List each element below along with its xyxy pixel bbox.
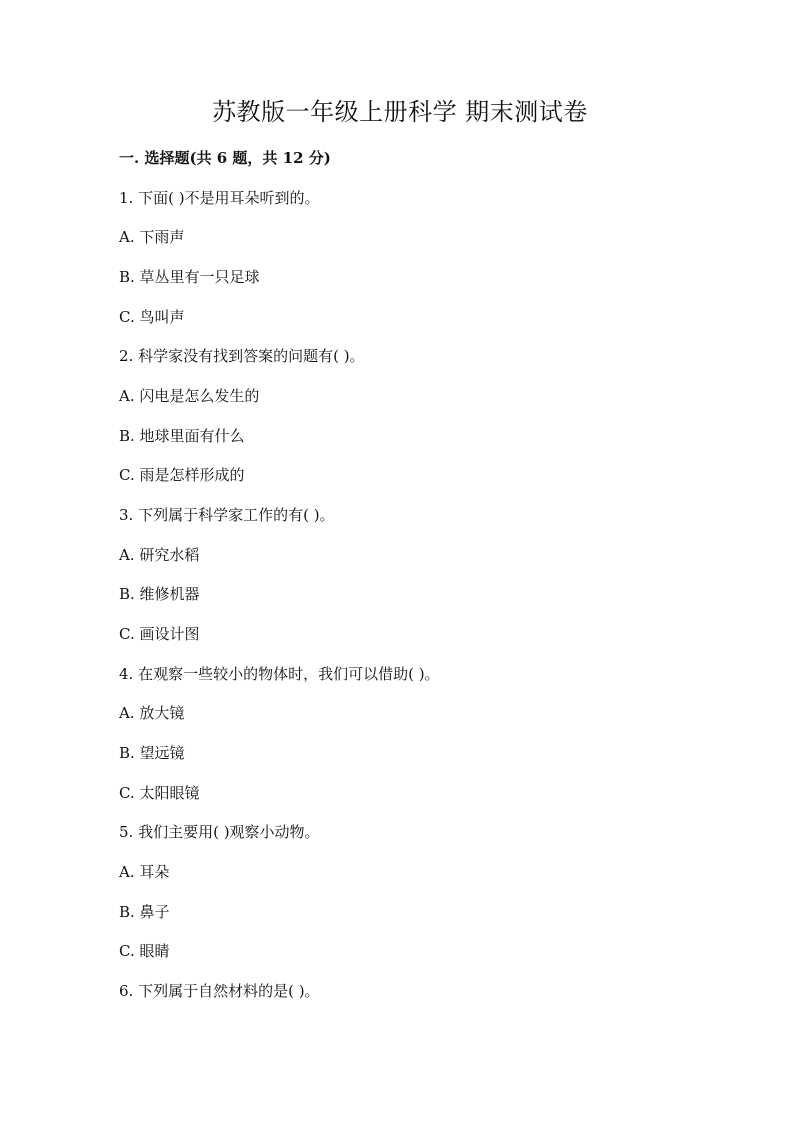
- question-stem: 1. 下面( )不是用耳朵听到的。: [119, 189, 320, 207]
- question-option: C. 眼睛: [119, 942, 170, 960]
- question-option: C. 太阳眼镜: [119, 784, 200, 802]
- question-stem: 6. 下列属于自然材料的是( )。: [119, 982, 320, 1000]
- question-option: C. 鸟叫声: [119, 308, 185, 326]
- question-stem: 3. 下列属于科学家工作的有( )。: [119, 506, 335, 524]
- question-option: A. 耳朵: [119, 863, 170, 881]
- question-option: A. 闪电是怎么发生的: [119, 387, 260, 405]
- section-heading: 一. 选择题(共 6 题，共 12 分): [119, 149, 331, 167]
- question-option: B. 维修机器: [119, 585, 200, 603]
- question-option: B. 草丛里有一只足球: [119, 268, 260, 286]
- question-option: B. 望远镜: [119, 744, 185, 762]
- question-option: C. 画设计图: [119, 625, 200, 643]
- question-option: A. 下雨声: [119, 228, 185, 246]
- question-option: B. 地球里面有什么: [119, 427, 245, 445]
- question-stem: 5. 我们主要用( )观察小动物。: [119, 823, 320, 841]
- question-option: C. 雨是怎样形成的: [119, 466, 245, 484]
- question-stem: 2. 科学家没有找到答案的问题有( )。: [119, 347, 365, 365]
- question-stem: 4. 在观察一些较小的物体时，我们可以借助( )。: [119, 665, 440, 683]
- question-option: A. 研究水稻: [119, 546, 200, 564]
- page-title: 苏教版一年级上册科学 期末测试卷: [212, 98, 588, 126]
- question-option: A. 放大镜: [119, 704, 185, 722]
- question-option: B. 鼻子: [119, 903, 170, 921]
